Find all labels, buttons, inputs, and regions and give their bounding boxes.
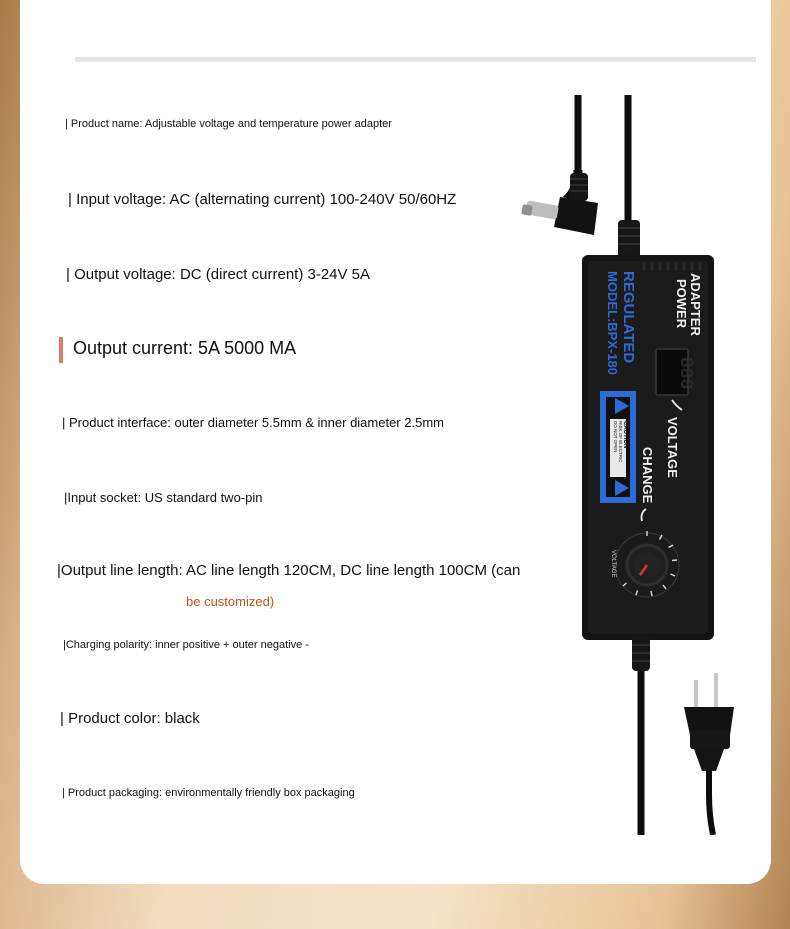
brand-line2: MODEL:BPX-180 [605,271,620,376]
spec-product-name: | Product name: Adjustable voltage and temperature power adapter [65,118,392,130]
us-plug [684,673,734,835]
spec-charging-polarity: |Charging polarity: inner positive + outer negative - [63,639,309,651]
brand-line1: REGULATED [620,271,637,364]
caution-line2: DO NOT OPEN [613,421,618,453]
spec-output-line-length-continued: be customized) [186,594,275,609]
change-label: CHANGE [640,447,655,504]
accent-bar [59,337,63,363]
led-display-value: 888 [675,357,695,390]
adapter-body [582,255,714,640]
dc-plug [521,173,598,235]
spec-output-current: Output current: 5A 5000 MA [73,338,297,358]
spec-output-voltage: | Output voltage: DC (direct current) 3-24V 5A [66,266,371,283]
knob-label: VOLTAGE [610,550,616,578]
spec-input-socket: |Input socket: US standard two-pin [64,490,263,505]
power-adapter-image [510,95,750,835]
spec-product-color: | Product color: black [60,710,200,727]
spec-output-line-length: |Output line length: AC line length 120CM, DC line length 100CM (can [57,562,521,579]
top-divider [75,57,756,62]
adapter-label-line2: POWER [674,279,689,329]
caution-label [600,391,636,503]
spec-product-interface: | Product interface: outer diameter 5.5mm & inner diameter 2.5mm [62,415,444,430]
adapter-label-line1: ADAPTER [688,273,703,336]
voltage-label: VOLTAGE [665,417,680,478]
caution-line1: RISK OF ELECTRIC [618,421,623,463]
caution-title: CAUTION [622,421,628,449]
spec-product-packaging: | Product packaging: environmentally friendly box packaging [62,787,355,799]
spec-input-voltage: | Input voltage: AC (alternating current) 100-240V 50/60HZ [68,191,457,208]
